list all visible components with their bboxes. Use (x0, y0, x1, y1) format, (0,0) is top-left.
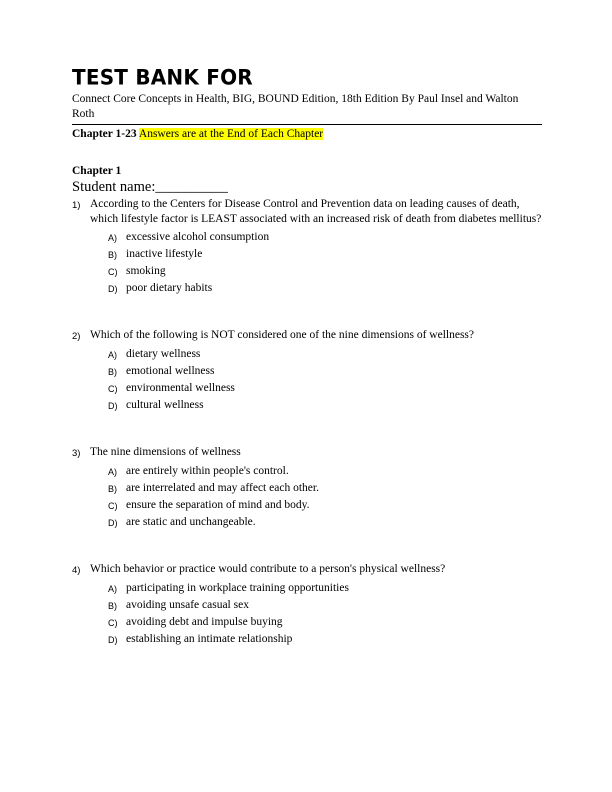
question-number: 2) (72, 331, 81, 342)
question-1 (72, 197, 542, 297)
option-letter: D) (108, 635, 118, 645)
question-number: 1) (72, 200, 81, 211)
option-c (108, 380, 542, 397)
chapter-heading: Chapter 1 (72, 165, 122, 177)
option-letter: B) (108, 484, 117, 494)
option-text: cultural wellness (126, 399, 204, 411)
option-b (108, 480, 542, 497)
option-b (108, 597, 542, 614)
option-c (108, 614, 542, 631)
option-letter: B) (108, 601, 117, 611)
option-letter: A) (108, 350, 117, 360)
answer-options (108, 580, 542, 648)
answer-options (108, 463, 542, 531)
option-a (108, 346, 542, 363)
option-letter: A) (108, 467, 117, 477)
option-text: establishing an intimate relationship (126, 633, 293, 645)
option-letter: B) (108, 367, 117, 377)
chapter-range: Chapter 1-23 (72, 128, 137, 140)
book-subtitle: Connect Core Concepts in Health, BIG, BOUND Edition, 18th Edition By Paul Insel and Walton Roth (72, 93, 519, 120)
option-b (108, 246, 542, 263)
question-text: Which behavior or practice would contribute to a person's physical wellness? (90, 563, 446, 575)
option-d (108, 514, 542, 531)
option-text: environmental wellness (126, 382, 235, 394)
option-letter: C) (108, 384, 118, 394)
option-letter: A) (108, 584, 117, 594)
question-text: Which of the following is NOT considered one of the nine dimensions of wellness? (90, 329, 474, 341)
answer-options (108, 229, 542, 297)
question-number: 4) (72, 565, 81, 576)
question-3 (72, 445, 542, 531)
option-letter: D) (108, 518, 118, 528)
option-letter: C) (108, 618, 118, 628)
chapter-range-line (72, 127, 542, 142)
option-text: inactive lifestyle (126, 248, 203, 260)
option-a (108, 229, 542, 246)
option-text: excessive alcohol consumption (126, 231, 270, 243)
option-a (108, 463, 542, 480)
option-letter: A) (108, 233, 117, 243)
option-letter: D) (108, 401, 118, 411)
option-d (108, 397, 542, 414)
option-d (108, 280, 542, 297)
question-text: The nine dimensions of wellness (90, 446, 241, 458)
option-text: avoiding unsafe casual sex (126, 599, 249, 611)
option-letter: D) (108, 284, 118, 294)
question-number: 3) (72, 448, 81, 459)
option-text: emotional wellness (126, 365, 215, 377)
answer-options (108, 346, 542, 414)
option-text: participating in workplace training opportunities (126, 582, 349, 594)
option-text: dietary wellness (126, 348, 201, 360)
option-c (108, 497, 542, 514)
option-c (108, 263, 542, 280)
student-name-field: Student name:__________ (72, 179, 228, 195)
option-b (108, 363, 542, 380)
document-title: TEST BANK FOR (72, 64, 253, 90)
option-a (108, 580, 542, 597)
header-rule (72, 124, 542, 125)
option-text: are entirely within people's control. (126, 465, 289, 477)
question-2 (72, 328, 542, 414)
option-text: smoking (126, 265, 166, 277)
answers-note: Answers are at the End of Each Chapter (138, 128, 324, 140)
option-text: poor dietary habits (126, 282, 213, 294)
option-text: are interrelated and may affect each other. (126, 482, 319, 494)
option-letter: C) (108, 501, 118, 511)
option-d (108, 631, 542, 648)
option-text: ensure the separation of mind and body. (126, 499, 310, 511)
option-text: avoiding debt and impulse buying (126, 616, 283, 628)
option-text: are static and unchangeable. (126, 516, 256, 528)
option-letter: C) (108, 267, 118, 277)
question-text: According to the Centers for Disease Control and Prevention data on leading causes of death, which lifestyle factor is LEAST associated with an increased risk of death from diabetes mellitus? (90, 198, 542, 225)
document-page (72, 64, 542, 648)
question-4 (72, 562, 542, 648)
option-letter: B) (108, 250, 117, 260)
